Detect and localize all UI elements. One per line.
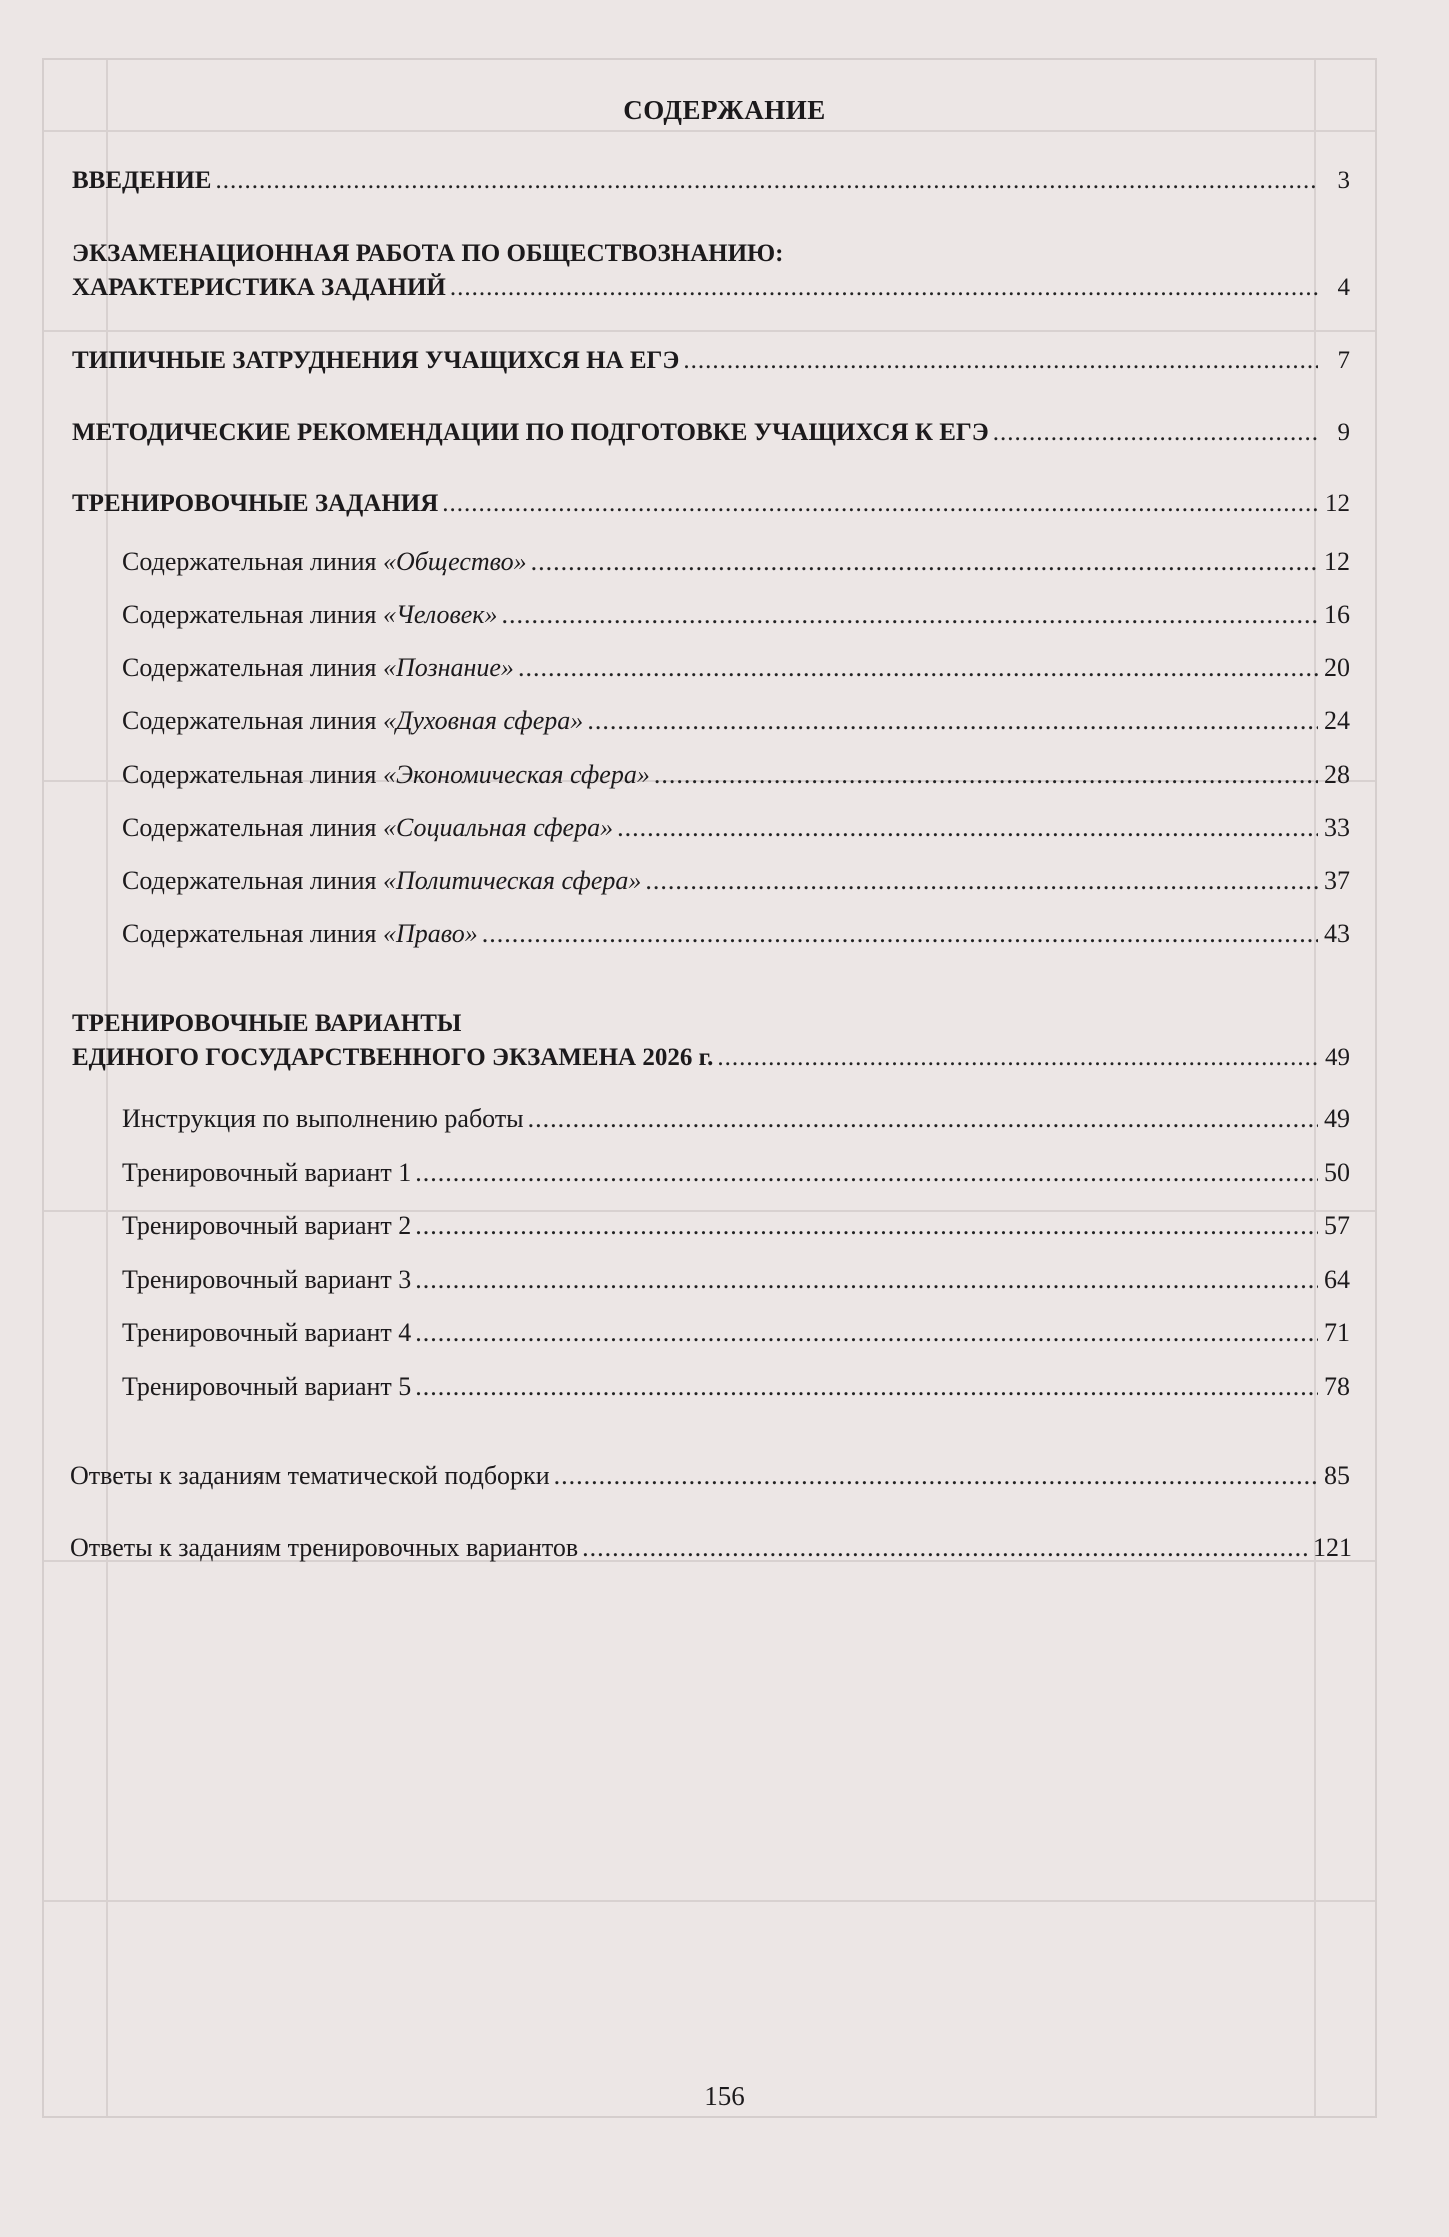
toc-entry-page: 50 bbox=[1324, 1158, 1350, 1187]
toc-entry-label: ЕДИНОГО ГОСУДАРСТВЕННОГО ЭКЗАМЕНА 2026 г. bbox=[72, 1044, 714, 1071]
line-name: «Социальная сфера» bbox=[383, 813, 614, 842]
dot-leader bbox=[528, 1103, 1318, 1135]
toc-entry-answers-thematic[interactable] bbox=[70, 1460, 1350, 1492]
toc-entry-label: ТРЕНИРОВОЧНЫЕ ЗАДАНИЯ bbox=[72, 490, 439, 517]
dot-leader bbox=[617, 812, 1318, 844]
toc-entry-label: ХАРАКТЕРИСТИКА ЗАДАНИЙ bbox=[72, 274, 446, 301]
page-title: СОДЕРЖАНИЕ bbox=[623, 95, 826, 125]
toc-entry-exam-line1: ЭКЗАМЕНАЦИОННАЯ РАБОТА ПО ОБЩЕСТВОЗНАНИЮ: bbox=[72, 240, 784, 267]
toc-entry-label: Содержательная линия «Политическая сфера» bbox=[122, 866, 642, 895]
dot-leader bbox=[993, 417, 1318, 449]
dot-leader bbox=[554, 1460, 1318, 1492]
toc-entry-page: 37 bbox=[1324, 866, 1350, 895]
toc-entry-exam[interactable] bbox=[72, 272, 1350, 304]
toc-entry-methods[interactable] bbox=[72, 417, 1350, 449]
dot-leader bbox=[415, 1210, 1318, 1242]
toc-line-spiritual[interactable] bbox=[122, 705, 1350, 737]
line-name: «Человек» bbox=[383, 600, 498, 629]
toc-entry-label: МЕТОДИЧЕСКИЕ РЕКОМЕНДАЦИИ ПО ПОДГОТОВКЕ УЧАЩИХСЯ К ЕГЭ bbox=[72, 419, 989, 446]
dot-leader bbox=[501, 599, 1318, 631]
toc-line-law[interactable] bbox=[122, 918, 1350, 950]
dot-leader bbox=[683, 345, 1318, 377]
toc-entry-page: 28 bbox=[1324, 760, 1350, 789]
toc-entry-variants-line1: ТРЕНИРОВОЧНЫЕ ВАРИАНТЫ bbox=[72, 1010, 462, 1037]
toc-entry-page: 49 bbox=[1325, 1044, 1350, 1071]
toc-entry-page: 12 bbox=[1324, 547, 1350, 576]
page-number: 156 bbox=[704, 2081, 745, 2111]
toc-entry-label: Тренировочный вариант 1 bbox=[122, 1158, 412, 1187]
dot-leader bbox=[482, 918, 1318, 950]
toc-entry-page: 3 bbox=[1337, 167, 1350, 194]
toc-entry-label: Тренировочный вариант 2 bbox=[122, 1211, 412, 1240]
toc-entry-page: 4 bbox=[1337, 274, 1350, 301]
toc-entry-page: 78 bbox=[1324, 1372, 1350, 1401]
toc-entry-page: 33 bbox=[1324, 813, 1350, 842]
toc-line-human[interactable] bbox=[122, 599, 1350, 631]
toc-entry-page: 12 bbox=[1325, 490, 1350, 517]
dot-leader bbox=[717, 1042, 1318, 1074]
dot-leader bbox=[415, 1317, 1318, 1349]
toc-entry-difficulties[interactable] bbox=[72, 345, 1350, 377]
toc-entry-page: 71 bbox=[1324, 1318, 1350, 1347]
toc-line-social[interactable] bbox=[122, 812, 1350, 844]
toc-entry-answers-variants[interactable] bbox=[70, 1532, 1352, 1564]
toc-entry-page: 43 bbox=[1324, 919, 1350, 948]
line-name: «Познание» bbox=[383, 653, 514, 682]
line-name: «Экономическая сфера» bbox=[383, 760, 650, 789]
toc-sub-variant-3[interactable] bbox=[122, 1264, 1350, 1296]
toc-line-cognition[interactable] bbox=[122, 652, 1350, 684]
toc-sub-variant-5[interactable] bbox=[122, 1371, 1350, 1403]
toc-entry-label: Тренировочный вариант 5 bbox=[122, 1372, 412, 1401]
toc-entry-training[interactable] bbox=[72, 488, 1350, 520]
toc-entry-label: ВВЕДЕНИЕ bbox=[72, 167, 212, 194]
toc-sub-variant-1[interactable] bbox=[122, 1157, 1350, 1189]
toc-entry-label: Содержательная линия «Общество» bbox=[122, 547, 527, 576]
toc-entry-page: 16 bbox=[1324, 600, 1350, 629]
toc-line-political[interactable] bbox=[122, 865, 1350, 897]
dot-leader bbox=[215, 165, 1318, 197]
dot-leader bbox=[645, 865, 1318, 897]
toc-entry-label: Тренировочный вариант 4 bbox=[122, 1318, 412, 1347]
toc-entry-label: Тренировочный вариант 3 bbox=[122, 1265, 412, 1294]
dot-leader bbox=[415, 1264, 1318, 1296]
toc-entry-page: 9 bbox=[1337, 419, 1350, 446]
toc-entry-label: Содержательная линия «Экономическая сфера» bbox=[122, 760, 650, 789]
dot-leader bbox=[654, 759, 1318, 791]
toc-entry-page: 24 bbox=[1324, 706, 1350, 735]
toc-entry-page: 64 bbox=[1324, 1265, 1350, 1294]
toc-entry-page: 121 bbox=[1313, 1533, 1352, 1562]
dot-leader bbox=[415, 1157, 1318, 1189]
toc-entry-page: 85 bbox=[1324, 1461, 1350, 1490]
toc-entry-variants[interactable] bbox=[72, 1042, 1350, 1074]
dot-leader bbox=[531, 546, 1318, 578]
toc-entry-label: Содержательная линия «Право» bbox=[122, 919, 478, 948]
toc-entry-label: ТИПИЧНЫЕ ЗАТРУДНЕНИЯ УЧАЩИХСЯ НА ЕГЭ bbox=[72, 347, 680, 374]
toc-line-economic[interactable] bbox=[122, 759, 1350, 791]
toc-entry-label: Инструкция по выполнению работы bbox=[122, 1104, 524, 1133]
toc-entry-label: Ответы к заданиям тематической подборки bbox=[70, 1461, 550, 1490]
dot-leader bbox=[442, 488, 1318, 520]
toc-entry-label: Содержательная линия «Познание» bbox=[122, 653, 514, 682]
dot-leader bbox=[582, 1532, 1309, 1564]
toc-sub-variant-4[interactable] bbox=[122, 1317, 1350, 1349]
toc-entry-intro[interactable] bbox=[72, 165, 1350, 197]
dot-leader bbox=[450, 272, 1318, 304]
dot-leader bbox=[518, 652, 1318, 684]
toc-sub-instructions[interactable] bbox=[122, 1103, 1350, 1135]
toc-entry-label: Ответы к заданиям тренировочных вариантов bbox=[70, 1533, 579, 1562]
line-name: «Политическая сфера» bbox=[383, 866, 642, 895]
toc-entry-page: 20 bbox=[1324, 653, 1350, 682]
line-name: «Общество» bbox=[383, 547, 527, 576]
toc-entry-label: Содержательная линия «Социальная сфера» bbox=[122, 813, 614, 842]
toc-sub-variant-2[interactable] bbox=[122, 1210, 1350, 1242]
line-name: «Духовная сфера» bbox=[383, 706, 584, 735]
toc-entry-label: Содержательная линия «Духовная сфера» bbox=[122, 706, 584, 735]
toc-entry-label: Содержательная линия «Человек» bbox=[122, 600, 498, 629]
toc-entry-page: 57 bbox=[1324, 1211, 1350, 1240]
toc-entry-page: 49 bbox=[1324, 1104, 1350, 1133]
toc-line-society[interactable] bbox=[122, 546, 1350, 578]
dot-leader bbox=[415, 1371, 1318, 1403]
line-name: «Право» bbox=[383, 919, 478, 948]
dot-leader bbox=[587, 705, 1318, 737]
toc-entry-page: 7 bbox=[1337, 347, 1350, 374]
